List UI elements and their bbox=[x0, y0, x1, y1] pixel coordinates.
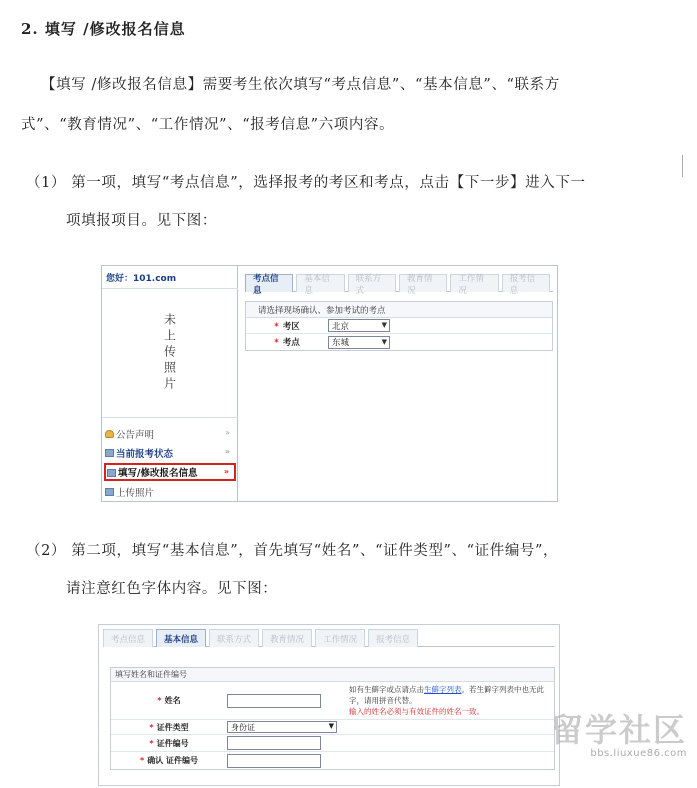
section-heading: 2. 填写 /修改报名信息 bbox=[21, 20, 186, 38]
name-help-note: 如有生僻字或点请点击生僻字列表。若生僻字列表中也无此字，请用拼音代替。 输入的姓名必须与有效证件的姓名一致。 bbox=[349, 684, 557, 717]
site-watermark bbox=[551, 712, 687, 759]
sidebar-item-edit-info[interactable] bbox=[104, 463, 236, 481]
doc-icon bbox=[107, 469, 116, 477]
chevron-down-icon: ▼ bbox=[328, 722, 334, 730]
step2-line-2: 请注意红色字体内容。见下图： bbox=[66, 581, 278, 597]
figure-basic-info-form bbox=[98, 624, 560, 786]
tab-basic-info[interactable]: 基本信息 bbox=[156, 629, 206, 647]
intro-line-2: 式”、“教育情况”、“工作情况”、“报考信息”六项内容。 bbox=[21, 117, 395, 133]
form-row-site bbox=[246, 334, 552, 350]
tab-education[interactable]: 教育情况 bbox=[399, 274, 447, 292]
watermark-url: bbs.liuxue86.com bbox=[590, 748, 687, 759]
watermark-logo: 留学社区 bbox=[550, 711, 687, 749]
figure-exam-site-form bbox=[101, 265, 558, 502]
sidebar-item-label: 公告声明 bbox=[116, 430, 155, 441]
form-panel bbox=[239, 266, 557, 501]
doc-icon bbox=[105, 449, 114, 457]
tab-exam-info[interactable]: 报考信息 bbox=[368, 629, 418, 647]
tab-exam-info[interactable]: 报考信息 bbox=[502, 274, 550, 292]
tab-exam-site[interactable]: 考点信息 bbox=[103, 629, 153, 647]
user-greeting: 您好：101.com bbox=[106, 274, 177, 284]
sidebar-item-announcement[interactable] bbox=[102, 425, 238, 443]
sidebar-item-label: 填写/修改报名信息 bbox=[118, 468, 198, 479]
bell-icon bbox=[105, 430, 114, 438]
field-label: * 考区 bbox=[274, 321, 300, 332]
user-sidebar bbox=[102, 266, 238, 501]
tab-education[interactable]: 教育情况 bbox=[262, 629, 312, 647]
tab-basic-info[interactable]: 基本信息 bbox=[296, 274, 344, 292]
basic-info-form bbox=[110, 667, 555, 770]
doc-icon bbox=[105, 488, 114, 496]
sidebar-item-status[interactable] bbox=[102, 444, 238, 462]
sidebar-item-label: 当前报考状态 bbox=[116, 449, 174, 460]
sidebar-item-label: 上传照片 bbox=[116, 488, 155, 499]
page-edge-rule bbox=[682, 155, 683, 177]
tab-work[interactable]: 工作情况 bbox=[315, 629, 365, 647]
form-caption: 填写姓名和证件编号 bbox=[111, 668, 554, 682]
field-label: * 考点 bbox=[274, 338, 300, 348]
intro-line-1: 【填写 /修改报名信息】需要考生依次填写“考点信息”、“基本信息”、“联系方 bbox=[41, 77, 560, 93]
name-input[interactable] bbox=[227, 694, 321, 708]
tab-work[interactable]: 工作情况 bbox=[450, 274, 498, 292]
form-row-id-confirm bbox=[111, 752, 554, 769]
step2-line-1: （2） 第二项，填写“基本信息”，首先填写“姓名”、“证件类型”、“证件编号”， bbox=[26, 543, 559, 559]
step1-line-1: （1） 第一项，填写“考点信息”，选择报考的考区和考点，点击【下一步】进入下一 bbox=[26, 175, 586, 191]
sidebar-menu bbox=[102, 425, 238, 502]
form-tabs bbox=[245, 273, 553, 296]
name-warning-text: 输入的姓名必须与有效证件的姓名一致。 bbox=[349, 707, 484, 716]
form-tabs bbox=[103, 629, 555, 647]
field-label: * 确认 证件编号 bbox=[140, 756, 198, 765]
chevron-down-icon: ▼ bbox=[381, 321, 387, 329]
id-number-input[interactable] bbox=[227, 736, 321, 750]
site-select[interactable]: 东城 ▼ bbox=[328, 336, 390, 349]
photo-placeholder-text: 未上传照片 bbox=[162, 313, 177, 393]
form-row-id-number bbox=[111, 735, 554, 752]
form-caption: 请选择现场确认、参加考试的考点 bbox=[246, 302, 552, 318]
chevron-right-icon: » bbox=[224, 447, 230, 456]
field-label: * 证件编号 bbox=[149, 738, 189, 748]
tab-exam-site[interactable]: 考点信息 bbox=[245, 274, 293, 292]
tab-contact[interactable]: 联系方式 bbox=[348, 274, 396, 292]
id-confirm-input[interactable] bbox=[227, 754, 321, 768]
field-label: * 姓名 bbox=[157, 696, 181, 705]
chevron-down-icon: ▼ bbox=[381, 337, 387, 346]
region-select[interactable]: 北京 ▼ bbox=[328, 319, 390, 332]
rare-char-list-link[interactable]: 生僻字列表 bbox=[424, 685, 462, 694]
chevron-right-icon: » bbox=[223, 467, 229, 476]
form-row-id-type bbox=[111, 720, 554, 735]
form-row-region bbox=[246, 318, 552, 334]
field-label: * 证件类型 bbox=[149, 722, 189, 732]
exam-site-form bbox=[245, 301, 553, 351]
step1-line-2: 项填报项目。见下图： bbox=[66, 213, 217, 229]
photo-placeholder[interactable] bbox=[102, 288, 238, 418]
id-type-select[interactable]: 身份证 ▼ bbox=[227, 721, 337, 733]
chevron-right-icon: » bbox=[225, 428, 230, 437]
sidebar-item-upload-photo[interactable] bbox=[102, 483, 238, 501]
tab-contact[interactable]: 联系方式 bbox=[209, 629, 259, 647]
